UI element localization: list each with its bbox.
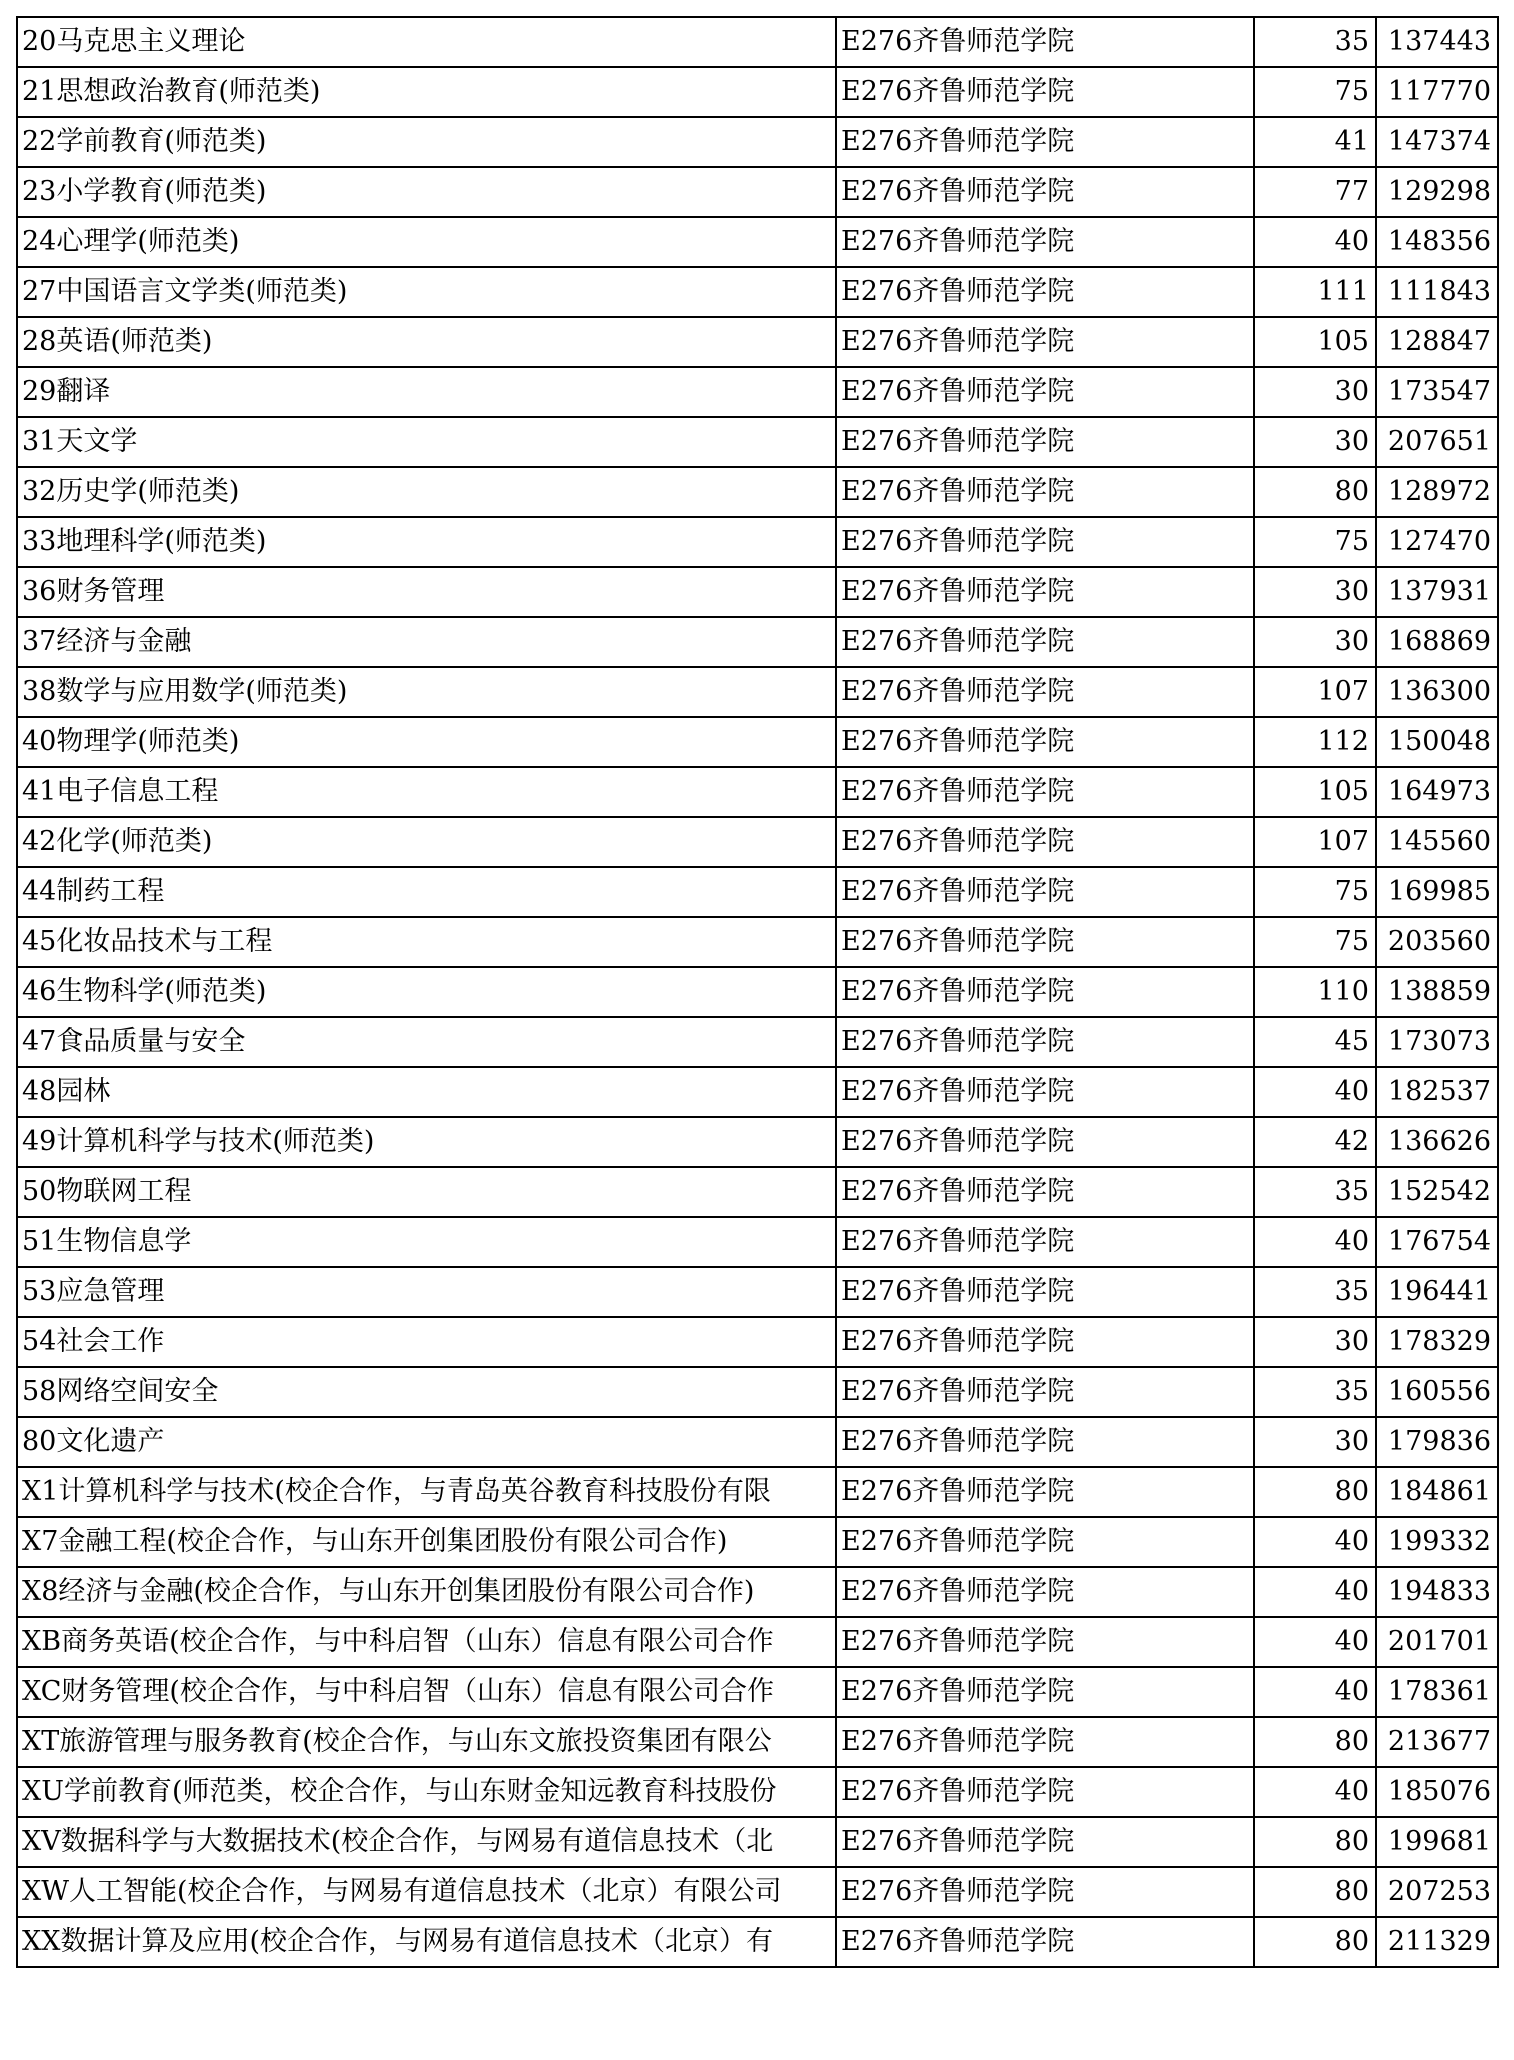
- major-cell: 33地理科学(师范类): [17, 517, 836, 567]
- major-cell: 32历史学(师范类): [17, 467, 836, 517]
- table-row: [17, 617, 1498, 667]
- table-row: [17, 417, 1498, 467]
- table-row: [17, 1767, 1498, 1817]
- major-cell: 40物理学(师范类): [17, 717, 836, 767]
- major-cell: 24心理学(师范类): [17, 217, 836, 267]
- school-cell: E276齐鲁师范学院: [836, 367, 1254, 417]
- major-cell: XT旅游管理与服务教育(校企合作，与山东文旅投资集团有限公: [17, 1717, 836, 1767]
- school-cell: E276齐鲁师范学院: [836, 217, 1254, 267]
- major-cell: XB商务英语(校企合作，与中科启智（山东）信息有限公司合作: [17, 1617, 836, 1667]
- school-cell: E276齐鲁师范学院: [836, 967, 1254, 1017]
- plan-count-cell: 30: [1254, 367, 1376, 417]
- major-cell: X7金融工程(校企合作，与山东开创集团股份有限公司合作): [17, 1517, 836, 1567]
- plan-count-cell: 75: [1254, 67, 1376, 117]
- table-row: [17, 567, 1498, 617]
- school-cell: E276齐鲁师范学院: [836, 1367, 1254, 1417]
- school-cell: E276齐鲁师范学院: [836, 1467, 1254, 1517]
- table-row: [17, 817, 1498, 867]
- min-rank-cell: 182537: [1376, 1067, 1498, 1117]
- min-rank-cell: 129298: [1376, 167, 1498, 217]
- school-cell: E276齐鲁师范学院: [836, 517, 1254, 567]
- table-row: [17, 1317, 1498, 1367]
- plan-count-cell: 35: [1254, 1367, 1376, 1417]
- plan-count-cell: 30: [1254, 1417, 1376, 1467]
- min-rank-cell: 213677: [1376, 1717, 1498, 1767]
- table-row: [17, 1067, 1498, 1117]
- major-cell: 44制药工程: [17, 867, 836, 917]
- plan-count-cell: 80: [1254, 1867, 1376, 1917]
- major-cell: XV数据科学与大数据技术(校企合作，与网易有道信息技术（北: [17, 1817, 836, 1867]
- major-cell: 22学前教育(师范类): [17, 117, 836, 167]
- plan-count-cell: 35: [1254, 17, 1376, 67]
- plan-count-cell: 105: [1254, 767, 1376, 817]
- min-rank-cell: 173073: [1376, 1017, 1498, 1067]
- min-rank-cell: 207651: [1376, 417, 1498, 467]
- min-rank-cell: 152542: [1376, 1167, 1498, 1217]
- min-rank-cell: 164973: [1376, 767, 1498, 817]
- table-row: [17, 1117, 1498, 1167]
- min-rank-cell: 194833: [1376, 1567, 1498, 1617]
- plan-count-cell: 80: [1254, 1467, 1376, 1517]
- min-rank-cell: 128972: [1376, 467, 1498, 517]
- major-cell: 29翻译: [17, 367, 836, 417]
- major-cell: 47食品质量与安全: [17, 1017, 836, 1067]
- table-row: [17, 1467, 1498, 1517]
- major-cell: 80文化遗产: [17, 1417, 836, 1467]
- plan-count-cell: 111: [1254, 267, 1376, 317]
- school-cell: E276齐鲁师范学院: [836, 1167, 1254, 1217]
- table-row: [17, 1417, 1498, 1467]
- table-row: [17, 317, 1498, 367]
- table-row: [17, 767, 1498, 817]
- major-cell: 38数学与应用数学(师范类): [17, 667, 836, 717]
- plan-count-cell: 45: [1254, 1017, 1376, 1067]
- plan-count-cell: 41: [1254, 117, 1376, 167]
- plan-count-cell: 75: [1254, 917, 1376, 967]
- plan-count-cell: 30: [1254, 617, 1376, 667]
- plan-count-cell: 40: [1254, 1767, 1376, 1817]
- min-rank-cell: 136300: [1376, 667, 1498, 717]
- min-rank-cell: 201701: [1376, 1617, 1498, 1667]
- school-cell: E276齐鲁师范学院: [836, 1267, 1254, 1317]
- table-row: [17, 267, 1498, 317]
- major-cell: 51生物信息学: [17, 1217, 836, 1267]
- school-cell: E276齐鲁师范学院: [836, 1867, 1254, 1917]
- school-cell: E276齐鲁师范学院: [836, 1767, 1254, 1817]
- min-rank-cell: 136626: [1376, 1117, 1498, 1167]
- school-cell: E276齐鲁师范学院: [836, 1917, 1254, 1967]
- table-row: [17, 1167, 1498, 1217]
- plan-count-cell: 80: [1254, 1817, 1376, 1867]
- major-cell: 50物联网工程: [17, 1167, 836, 1217]
- table-row: [17, 467, 1498, 517]
- table-row: [17, 17, 1498, 67]
- school-cell: E276齐鲁师范学院: [836, 617, 1254, 667]
- table-row: [17, 667, 1498, 717]
- plan-count-cell: 40: [1254, 1567, 1376, 1617]
- min-rank-cell: 147374: [1376, 117, 1498, 167]
- min-rank-cell: 178329: [1376, 1317, 1498, 1367]
- min-rank-cell: 184861: [1376, 1467, 1498, 1517]
- plan-count-cell: 77: [1254, 167, 1376, 217]
- school-cell: E276齐鲁师范学院: [836, 17, 1254, 67]
- min-rank-cell: 169985: [1376, 867, 1498, 917]
- plan-count-cell: 35: [1254, 1167, 1376, 1217]
- major-cell: 45化妆品技术与工程: [17, 917, 836, 967]
- min-rank-cell: 145560: [1376, 817, 1498, 867]
- school-cell: E276齐鲁师范学院: [836, 1067, 1254, 1117]
- table-row: [17, 517, 1498, 567]
- table-row: [17, 917, 1498, 967]
- school-cell: E276齐鲁师范学院: [836, 267, 1254, 317]
- plan-count-cell: 40: [1254, 1067, 1376, 1117]
- admission-table-body: [17, 17, 1498, 1967]
- table-row: [17, 1717, 1498, 1767]
- major-cell: 27中国语言文学类(师范类): [17, 267, 836, 317]
- major-cell: XC财务管理(校企合作，与中科启智（山东）信息有限公司合作: [17, 1667, 836, 1717]
- table-row: [17, 167, 1498, 217]
- school-cell: E276齐鲁师范学院: [836, 1667, 1254, 1717]
- min-rank-cell: 185076: [1376, 1767, 1498, 1817]
- table-row: [17, 1267, 1498, 1317]
- table-row: [17, 1917, 1498, 1967]
- admission-table: [16, 16, 1499, 1968]
- plan-count-cell: 107: [1254, 667, 1376, 717]
- school-cell: E276齐鲁师范学院: [836, 1617, 1254, 1667]
- table-row: [17, 1217, 1498, 1267]
- major-cell: XU学前教育(师范类，校企合作，与山东财金知远教育科技股份: [17, 1767, 836, 1817]
- plan-count-cell: 110: [1254, 967, 1376, 1017]
- table-row: [17, 867, 1498, 917]
- plan-count-cell: 75: [1254, 867, 1376, 917]
- major-cell: 49计算机科学与技术(师范类): [17, 1117, 836, 1167]
- min-rank-cell: 168869: [1376, 617, 1498, 667]
- school-cell: E276齐鲁师范学院: [836, 1417, 1254, 1467]
- major-cell: 41电子信息工程: [17, 767, 836, 817]
- plan-count-cell: 80: [1254, 1917, 1376, 1967]
- min-rank-cell: 176754: [1376, 1217, 1498, 1267]
- table-row: [17, 117, 1498, 167]
- min-rank-cell: 173547: [1376, 367, 1498, 417]
- school-cell: E276齐鲁师范学院: [836, 1117, 1254, 1167]
- min-rank-cell: 148356: [1376, 217, 1498, 267]
- table-row: [17, 1867, 1498, 1917]
- major-cell: 48园林: [17, 1067, 836, 1117]
- min-rank-cell: 199681: [1376, 1817, 1498, 1867]
- table-row: [17, 67, 1498, 117]
- plan-count-cell: 80: [1254, 467, 1376, 517]
- table-row: [17, 1017, 1498, 1067]
- school-cell: E276齐鲁师范学院: [836, 67, 1254, 117]
- plan-count-cell: 35: [1254, 1267, 1376, 1317]
- table-row: [17, 217, 1498, 267]
- min-rank-cell: 128847: [1376, 317, 1498, 367]
- plan-count-cell: 40: [1254, 1517, 1376, 1567]
- school-cell: E276齐鲁师范学院: [836, 1567, 1254, 1617]
- table-row: [17, 1817, 1498, 1867]
- major-cell: 21思想政治教育(师范类): [17, 67, 836, 117]
- min-rank-cell: 178361: [1376, 1667, 1498, 1717]
- min-rank-cell: 137443: [1376, 17, 1498, 67]
- table-row: [17, 367, 1498, 417]
- plan-count-cell: 40: [1254, 217, 1376, 267]
- major-cell: 46生物科学(师范类): [17, 967, 836, 1017]
- school-cell: E276齐鲁师范学院: [836, 1317, 1254, 1367]
- plan-count-cell: 80: [1254, 1717, 1376, 1767]
- school-cell: E276齐鲁师范学院: [836, 717, 1254, 767]
- plan-count-cell: 105: [1254, 317, 1376, 367]
- major-cell: 31天文学: [17, 417, 836, 467]
- school-cell: E276齐鲁师范学院: [836, 1817, 1254, 1867]
- min-rank-cell: 196441: [1376, 1267, 1498, 1317]
- table-row: [17, 1667, 1498, 1717]
- school-cell: E276齐鲁师范学院: [836, 317, 1254, 367]
- plan-count-cell: 112: [1254, 717, 1376, 767]
- major-cell: X8经济与金融(校企合作，与山东开创集团股份有限公司合作): [17, 1567, 836, 1617]
- major-cell: 58网络空间安全: [17, 1367, 836, 1417]
- school-cell: E276齐鲁师范学院: [836, 467, 1254, 517]
- plan-count-cell: 30: [1254, 417, 1376, 467]
- major-cell: 54社会工作: [17, 1317, 836, 1367]
- major-cell: 37经济与金融: [17, 617, 836, 667]
- min-rank-cell: 203560: [1376, 917, 1498, 967]
- major-cell: X1计算机科学与技术(校企合作，与青岛英谷教育科技股份有限: [17, 1467, 836, 1517]
- school-cell: E276齐鲁师范学院: [836, 667, 1254, 717]
- min-rank-cell: 211329: [1376, 1917, 1498, 1967]
- min-rank-cell: 111843: [1376, 267, 1498, 317]
- min-rank-cell: 127470: [1376, 517, 1498, 567]
- major-cell: 36财务管理: [17, 567, 836, 617]
- plan-count-cell: 42: [1254, 1117, 1376, 1167]
- major-cell: 42化学(师范类): [17, 817, 836, 867]
- table-row: [17, 1367, 1498, 1417]
- school-cell: E276齐鲁师范学院: [836, 1017, 1254, 1067]
- school-cell: E276齐鲁师范学院: [836, 417, 1254, 467]
- min-rank-cell: 138859: [1376, 967, 1498, 1017]
- major-cell: XX数据计算及应用(校企合作，与网易有道信息技术（北京）有: [17, 1917, 836, 1967]
- min-rank-cell: 137931: [1376, 567, 1498, 617]
- min-rank-cell: 160556: [1376, 1367, 1498, 1417]
- major-cell: 53应急管理: [17, 1267, 836, 1317]
- table-row: [17, 1517, 1498, 1567]
- table-row: [17, 717, 1498, 767]
- school-cell: E276齐鲁师范学院: [836, 817, 1254, 867]
- school-cell: E276齐鲁师范学院: [836, 917, 1254, 967]
- min-rank-cell: 117770: [1376, 67, 1498, 117]
- major-cell: 23小学教育(师范类): [17, 167, 836, 217]
- plan-count-cell: 30: [1254, 567, 1376, 617]
- plan-count-cell: 40: [1254, 1617, 1376, 1667]
- school-cell: E276齐鲁师范学院: [836, 767, 1254, 817]
- plan-count-cell: 40: [1254, 1667, 1376, 1717]
- plan-count-cell: 107: [1254, 817, 1376, 867]
- school-cell: E276齐鲁师范学院: [836, 117, 1254, 167]
- min-rank-cell: 179836: [1376, 1417, 1498, 1467]
- min-rank-cell: 150048: [1376, 717, 1498, 767]
- table-row: [17, 1617, 1498, 1667]
- plan-count-cell: 40: [1254, 1217, 1376, 1267]
- school-cell: E276齐鲁师范学院: [836, 567, 1254, 617]
- min-rank-cell: 199332: [1376, 1517, 1498, 1567]
- school-cell: E276齐鲁师范学院: [836, 167, 1254, 217]
- plan-count-cell: 30: [1254, 1317, 1376, 1367]
- school-cell: E276齐鲁师范学院: [836, 1517, 1254, 1567]
- school-cell: E276齐鲁师范学院: [836, 1717, 1254, 1767]
- table-row: [17, 1567, 1498, 1617]
- table-row: [17, 967, 1498, 1017]
- plan-count-cell: 75: [1254, 517, 1376, 567]
- min-rank-cell: 207253: [1376, 1867, 1498, 1917]
- major-cell: 28英语(师范类): [17, 317, 836, 367]
- major-cell: 20马克思主义理论: [17, 17, 836, 67]
- major-cell: XW人工智能(校企合作，与网易有道信息技术（北京）有限公司: [17, 1867, 836, 1917]
- school-cell: E276齐鲁师范学院: [836, 1217, 1254, 1267]
- school-cell: E276齐鲁师范学院: [836, 867, 1254, 917]
